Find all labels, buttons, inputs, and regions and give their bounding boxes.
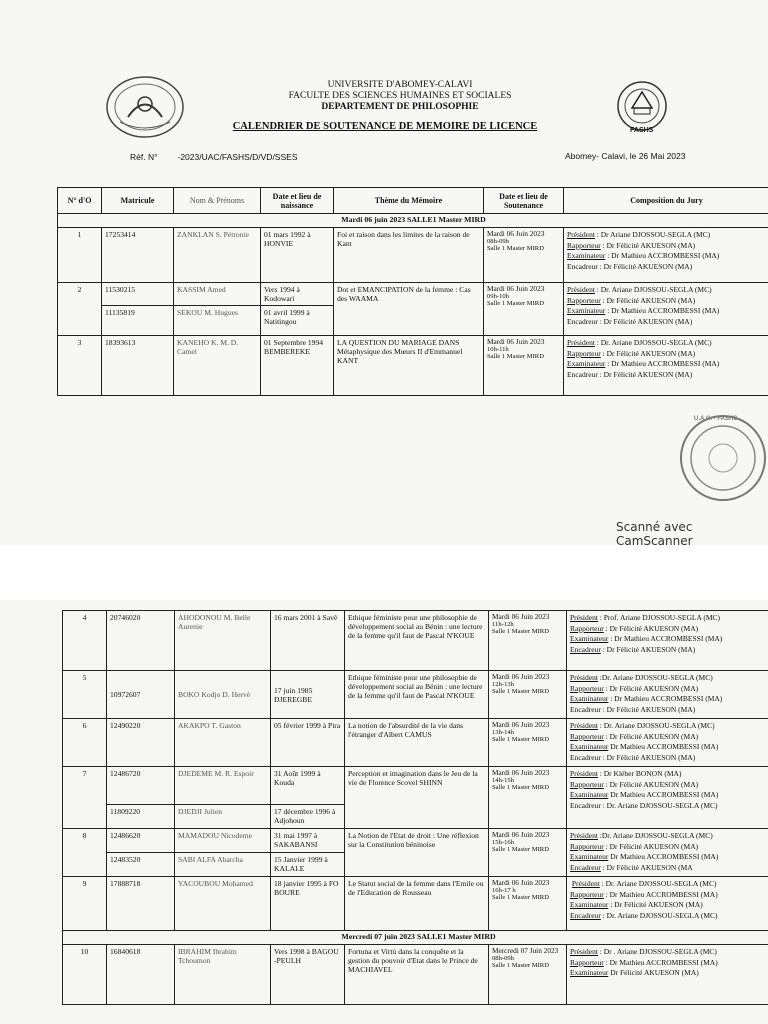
row-theme: Foi et raison dans les limites de la raison de Kant [334, 228, 484, 283]
role-encadreur: Encadreur [567, 369, 598, 379]
role-encadreur: Encadreur [570, 800, 601, 810]
row-no: 7 [63, 767, 107, 829]
document-title: CALENDRIER DE SOUTENANCE DE MEMOIRE DE LICENCE [232, 121, 538, 132]
row-defense [489, 719, 567, 767]
reference-number: -2023/UAC/FASHS/D/VD/SSES [177, 152, 298, 162]
row-jury: Président :Dr. Ariane DJOSSOU-SEGLA (MC) Rapporteur : Dr Félicité AKUESON (MA) Examinateur : Dr Mathieu ACCROMBESSI (MA) Encadreur : Dr Félicité AKUESON (MA) [567, 671, 768, 719]
jury-encadreur: Dr Félicité AKUESON (MA) [603, 316, 693, 326]
defense-room: Salle 1 Master MIRD [492, 688, 549, 696]
jury-rapporteur: Dr Félicité AKUESON (MA) [609, 841, 699, 851]
role-examinateur: Examinateur [570, 900, 609, 909]
jury-rapporteur: Dr Mathieu ACCROMBESSI (MA) [609, 957, 718, 967]
role-president: Président [570, 673, 598, 682]
schedule-table-2 [62, 610, 768, 1005]
session-row [58, 214, 768, 228]
jury-president: Dr. Ariane DJOSSOU-SEGLA (MC) [600, 338, 712, 347]
row-jury: Président : Prof. Ariane DJOSSOU-SEGLA (MC) Rapporteur : Dr Félicité AKUESON (MA) Examinateur : Dr Mathieu ACCROMBESSI (MA) Encadreur : Dr Félicité AKUESON (MA) [567, 611, 768, 671]
role-examinateur: Examinateur [570, 852, 609, 861]
role-encadreur: Encadreur [570, 862, 601, 872]
role-rapporteur: Rapporteur [570, 623, 604, 633]
defense-time: 13h-14h [492, 728, 514, 736]
jury-rapporteur: Dr Félicité AKUESON (MA) [606, 295, 696, 305]
row-name: IBRAHIM Ibrahim Tchoumon [175, 945, 271, 1005]
row-defense [489, 945, 567, 1005]
institution-header [200, 80, 600, 113]
jury-rapporteur: Dr Félicité AKUESON (MA) [609, 683, 699, 693]
row-matricule: 10972607 [107, 671, 175, 719]
table-header-row [58, 188, 768, 214]
table-row [63, 945, 768, 1005]
defense-time: 10h-11h [487, 345, 509, 353]
row-no: 2 [58, 283, 102, 336]
defense-time: 14h-15h [492, 776, 514, 784]
jury-rapporteur: Dr Mathieu ACCROMBESSI (MA) [609, 889, 718, 899]
role-examinateur: Examinateur [570, 634, 609, 643]
row-theme: Dot et EMANCIPATION de la femme : Cas des WAAMA [334, 283, 484, 336]
role-president: Président [567, 230, 595, 239]
row-jury: Président : Dr Ariane DJOSSOU-SEGLA (MC) Rapporteur : Dr Félicité AKUESON (MA) Examinateur : Dr Mathieu ACCROMBESSI (MA) Encadreur : Dr Félicité AKUESON (MA) [564, 228, 768, 283]
row-birth: 05 février 1999 à Pira [271, 719, 345, 767]
role-examinateur: Examinateur [567, 251, 606, 260]
row-no: 5 [63, 671, 107, 719]
defense-date: Mardi 06 Juin 2023 [487, 229, 545, 238]
defense-time: 08h-09h [487, 237, 509, 245]
role-examinateur: Examinateur [570, 742, 609, 751]
role-rapporteur: Rapporteur [567, 240, 601, 250]
defense-date: Mardi 06 Juin 2023 [487, 337, 545, 346]
row-defense [489, 829, 567, 877]
jury-encadreur: Dr Félicité AKUESON (MA) [603, 369, 693, 379]
table-row [63, 611, 768, 671]
row-defense [489, 671, 567, 719]
stamp-label: U.A.C. - FASHS [694, 416, 738, 422]
session-row [63, 931, 768, 945]
row-no: 9 [63, 877, 107, 931]
row-theme: Le Statut social de la femme dans l'Emile ou de l'Education de Rousseau [345, 877, 489, 931]
role-rapporteur: Rapporteur [570, 683, 604, 693]
jury-examinateur: Dr Mathieu ACCROMBESSI (MA) [610, 742, 719, 751]
table-row [58, 336, 768, 396]
jury-examinateur: Dr Mathieu ACCROMBESSI (MA) [610, 852, 719, 861]
role-president: Président [567, 338, 595, 347]
role-rapporteur: Rapporteur [570, 889, 604, 899]
col-header-matricule: Matricule [102, 188, 174, 214]
defense-time: 08h-09h [492, 954, 514, 962]
jury-examinateur: Dr Mathieu ACCROMBESSI (MA) [611, 251, 720, 260]
row-jury: Président : Dr. Ariane DJOSSOU-SEGLA (MC) Rapporteur : Dr Félicité AKUESON (MA) Examinateur : Dr Mathieu ACCROMBESSI (MA) Encadreur : Dr Félicité AKUESON (MA) [564, 283, 768, 336]
jury-president: Prof. Ariane DJOSSOU-SEGLA (MC) [603, 613, 721, 622]
reference [130, 152, 298, 162]
row-birth: 01 mars 1992 à HONVIE [261, 228, 334, 283]
role-president: Président [570, 613, 598, 622]
row-matricule: 12490220 [107, 719, 175, 767]
defense-room: Salle 1 Master MIRD [487, 353, 544, 361]
row-birth-2: 17 décembre 1996 à Adjohoun [271, 805, 345, 829]
jury-encadreur: Dr Félicité AKUESON (MA) [606, 704, 696, 714]
jury-encadreur: Dr Félicité AKUESON (MA [606, 862, 693, 872]
row-defense [489, 767, 567, 829]
jury-president: Dr. Ariane DJOSSOU-SEGLA (MC) [603, 721, 715, 730]
col-header-birth: Date et lieu de naissance [261, 188, 334, 214]
role-encadreur: Encadreur [570, 910, 601, 920]
row-jury: Président :Dr. Ariane DJOSSOU-SEGLA (MC) Rapporteur : Dr Félicité AKUESON (MA) Examinateur Dr Mathieu ACCROMBESSI (MA) Encadreur : Dr Félicité AKUESON (MA [567, 829, 768, 877]
row-jury: Président : Dr Kléber BONON (MA) Rapporteur : Dr Félicité AKUESON (MA) Examinateur Dr Mathieu ACCROMBESSI (MA) Encadreur : Dr. Ariane DJOSSOU-SEGLA (MC) [567, 767, 768, 829]
jury-examinateur: Dr Mathieu ACCROMBESSI (MA) [614, 694, 723, 703]
jury-rapporteur: Dr Félicité AKUESON (MA) [609, 623, 699, 633]
role-rapporteur: Rapporteur [567, 348, 601, 358]
row-name-2: SABI ALFA Abarcha [175, 853, 271, 877]
col-header-no: N° d'O [58, 188, 102, 214]
defense-room: Salle 1 Master MIRD [492, 846, 549, 854]
row-name-2: SEKOU M. Hugues [174, 306, 261, 336]
defense-time: 09h-10h [487, 292, 509, 300]
jury-rapporteur: Dr Félicité AKUESON (MA) [606, 348, 696, 358]
row-birth: 31 Août 1999 à Kouda [271, 767, 345, 805]
row-birth: 01 Septembre 1994 BEMBEREKE [261, 336, 334, 396]
row-name: AHODONOU M. Belle Aurenie [175, 611, 271, 671]
row-jury: Président : Dr. Ariane DJOSSOU-SEGLA (MC) Rapporteur : Dr Mathieu ACCROMBESSI (MA) Examinateur : Dr Félicité AKUESON (MA) Encadreur : Dr. Ariane DJOSSOU-SEGLA (MC) [567, 877, 768, 931]
role-president: Président [570, 831, 598, 840]
row-theme: La notion de l'absurdité de la vie dans l'étranger d'Albert CAMUS [345, 719, 489, 767]
row-name: ZANKLAN S. Pétronie [174, 228, 261, 283]
row-birth-2: 01 avril 1999 à Natitingou [261, 306, 334, 336]
table-row [63, 877, 768, 931]
jury-encadreur: Dr Félicité AKUESON (MA) [606, 644, 696, 654]
jury-examinateur: Dr Mathieu ACCROMBESSI (MA) [614, 634, 723, 643]
row-no: 6 [63, 719, 107, 767]
row-birth: 16 mars 2001 à Savè [271, 611, 345, 671]
role-examinateur: Examinateur [570, 790, 609, 799]
row-matricule-2: 11809220 [107, 805, 175, 829]
col-header-name: Nom & Prénoms [174, 188, 261, 214]
role-president: Président [567, 285, 595, 294]
table-row [58, 283, 768, 306]
row-name: AKAKPO T. Gaston [175, 719, 271, 767]
row-theme: Perception et imagination dans le Jeu de la vie de Florence Scovel SHINN [345, 767, 489, 829]
row-birth: 17 juin 1985 DJEREGBE [271, 671, 345, 719]
defense-room: Salle 1 Master MIRD [492, 962, 549, 970]
official-stamp-icon [668, 408, 768, 504]
row-no: 1 [58, 228, 102, 283]
fashs-logo-label: FASHS [630, 127, 654, 134]
row-matricule-2: 11135819 [102, 306, 174, 336]
row-theme: Ethique féministe pour une philosophie de développement social au Bénin : une lecture de la femme qu'il faut de Pascal N'KOUE [345, 611, 489, 671]
row-matricule-2: 12483520 [107, 853, 175, 877]
row-name-2: DJEDJI Julien [175, 805, 271, 829]
jury-president: Dr. Ariane DJOSSOU-SEGLA (MC) [601, 831, 713, 840]
university-name: UNIVERSITE D'ABOMEY-CALAVI [327, 80, 473, 90]
jury-examinateur: Dr Mathieu ACCROMBESSI (MA) [610, 790, 719, 799]
defense-room: Salle 1 Master MIRD [492, 736, 549, 744]
defense-date: Mardi 06 Juin 2023 [492, 830, 550, 839]
jury-president: Dr Kléber BONON (MA) [603, 769, 682, 778]
row-birth-2: 15 Janvier 1999 à KALALE [271, 853, 345, 877]
camscanner-watermark: Scanné avec CamScanner [616, 520, 693, 548]
table-row [63, 767, 768, 805]
session-label: Mercredi 07 juin 2023 SALLE1 Master MIRD [63, 931, 768, 945]
jury-president: Dr. Ariane DJOSSOU-SEGLA (MC) [600, 285, 712, 294]
jury-examinateur: Dr Mathieu ACCROMBESSI (MA) [611, 359, 720, 368]
table-row [63, 829, 768, 853]
row-theme: La Notion de l'Etat de droit : Une réflexion sur la Constitution béninoise [345, 829, 489, 877]
jury-examinateur: Dr Félicité AKUESON (MA) [610, 968, 699, 977]
reference-label: Réf. N° [130, 152, 158, 162]
row-matricule: 11530215 [102, 283, 174, 306]
row-defense [484, 336, 564, 396]
defense-room: Salle 1 Master MIRD [487, 300, 544, 308]
defense-date: Mardi 06 Juin 2023 [492, 672, 550, 681]
row-matricule: 12486620 [107, 829, 175, 853]
role-encadreur: Encadreur [567, 316, 598, 326]
place-date: Abomey- Calavi, le 26 Mai 2023 [565, 151, 686, 161]
faculty-name: FACULTE DES SCIENCES HUMAINES ET SOCIALES [288, 91, 512, 101]
row-matricule: 16840618 [107, 945, 175, 1005]
defense-room: Salle 1 Master MIRD [492, 628, 549, 636]
row-no: 10 [63, 945, 107, 1005]
role-rapporteur: Rapporteur [567, 295, 601, 305]
row-matricule: 17253414 [102, 228, 174, 283]
schedule-table-1 [57, 187, 768, 396]
role-president: Président [570, 721, 598, 730]
role-rapporteur: Rapporteur [570, 841, 604, 851]
jury-encadreur: Dr Félicité AKUESON (MA) [603, 261, 693, 271]
row-birth: Vers 1994 à Kodowari [261, 283, 334, 306]
row-no: 8 [63, 829, 107, 877]
defense-date: Mardi 06 Juin 2023 [492, 768, 550, 777]
row-matricule: 20746020 [107, 611, 175, 671]
jury-president: Dr. Ariane DJOSSOU-SEGLA (MC) [601, 673, 713, 682]
table-row [58, 228, 768, 283]
row-defense [489, 877, 567, 931]
role-encadreur: Encadreur [570, 752, 601, 762]
row-matricule: 18393613 [102, 336, 174, 396]
page-gap [0, 545, 768, 600]
row-name: DJEDEME M. R. Espoir [175, 767, 271, 805]
defense-date: Mercredi 07 Juin 2023 [492, 946, 559, 955]
row-name: BOKO Kodjo D. Hervé [175, 671, 271, 719]
role-examinateur: Examinateur [570, 694, 609, 703]
col-header-theme: Thème du Mémoire [334, 188, 484, 214]
defense-date: Mardi 06 Juin 2023 [487, 284, 545, 293]
defense-time: 11h-12h [492, 620, 514, 628]
university-seal-icon [100, 72, 190, 142]
jury-rapporteur: Dr Félicité AKUESON (MA) [609, 779, 699, 789]
jury-encadreur: Dr. Ariane DJOSSOU-SEGLA (MC) [606, 800, 718, 810]
role-president: Président [570, 947, 598, 956]
col-header-defense: Date et lieu de Soutenance [484, 188, 564, 214]
role-encadreur: Encadreur [567, 261, 598, 271]
row-name: MAMADOU Nicodeme [175, 829, 271, 853]
row-jury: Président : Dr. Ariane DJOSSOU-SEGLA (MC) Rapporteur : Dr Félicité AKUESON (MA) Examinateur : Dr Mathieu ACCROMBESSI (MA) Encadreur : Dr Félicité AKUESON (MA) [564, 336, 768, 396]
jury-encadreur: Dr Félicité AKUESON (MA) [606, 752, 696, 762]
defense-date: Mardi 06 Juin 2023 [492, 720, 550, 729]
row-theme: Fortuna et Virtù dans la conquête et la gestion du pouvoir d'Etat dans le Prince de MACHIAVEL [345, 945, 489, 1005]
defense-room: Salle 1 Master MIRD [492, 894, 549, 902]
row-defense [489, 611, 567, 671]
row-matricule: 17888718 [107, 877, 175, 931]
row-defense [484, 228, 564, 283]
role-president: Président [571, 879, 600, 888]
role-examinateur: Examinateur [570, 968, 609, 977]
row-matricule: 12486720 [107, 767, 175, 805]
row-name: KANEHO K. M. D. Camel [174, 336, 261, 396]
defense-room: Salle 1 Master MIRD [492, 784, 549, 792]
defense-room: Salle 1 Master MIRD [487, 245, 544, 253]
row-birth: 31 mai 1997 à SAKABANSI [271, 829, 345, 853]
row-birth: 18 janvier 1995 à FO BOURE [271, 877, 345, 931]
row-theme: Ethique féministe pour une philosophie de développement social au Bénin : une lecture de la femme qu'il faut de Pascal N'KOUE [345, 671, 489, 719]
col-header-jury: Composition du Jury [564, 188, 768, 214]
jury-rapporteur: Dr Félicité AKUESON (MA) [609, 731, 699, 741]
session-label: Mardi 06 juin 2023 SALLE1 Master MIRD [58, 214, 768, 228]
row-name: YACOUBOU Mohamed [175, 877, 271, 931]
defense-date: Mardi 06 Juin 2023 [492, 878, 550, 887]
row-defense [484, 283, 564, 336]
jury-encadreur: Dr. Ariane DJOSSOU-SEGLA (MC) [606, 910, 718, 920]
role-rapporteur: Rapporteur [570, 957, 604, 967]
row-no: 3 [58, 336, 102, 396]
row-name: KASSIM Amed [174, 283, 261, 306]
jury-examinateur: Dr Mathieu ACCROMBESSI (MA) [611, 306, 720, 315]
role-rapporteur: Rapporteur [570, 731, 604, 741]
row-theme: LA QUESTION DU MARIAGE DANS Métaphysique des Mœurs II d'Emmanuel KANT [334, 336, 484, 396]
role-examinateur: Examinateur [567, 306, 606, 315]
role-encadreur: Encadreur [570, 644, 601, 654]
table-row [63, 719, 768, 767]
row-birth: Vers 1998 à BAGOU -PEULH [271, 945, 345, 1005]
jury-president: Dr Ariane DJOSSOU-SEGLA (MC) [600, 230, 711, 239]
role-examinateur: Examinateur [567, 359, 606, 368]
jury-president: Dr. Ariane DJOSSOU-SEGLA (MC) [605, 879, 717, 888]
defense-time: 15h-16h [492, 838, 514, 846]
role-president: Président [570, 769, 598, 778]
role-encadreur: Encadreur [570, 704, 601, 714]
defense-date: Mardi 06 Juin 2023 [492, 612, 550, 621]
department-name: DEPARTEMENT DE PHILOSOPHIE [321, 102, 479, 112]
row-jury: Président : Dr. Ariane DJOSSOU-SEGLA (MC) Rapporteur : Dr Félicité AKUESON (MA) Examinateur Dr Mathieu ACCROMBESSI (MA) Encadreur : Dr Félicité AKUESON (MA) [567, 719, 768, 767]
table-row [63, 671, 768, 719]
row-jury: Président : Dr . Ariane DJOSSOU-SEGLA (MC) Rapporteur : Dr Mathieu ACCROMBESSI (MA) Examinateur Dr Félicité AKUESON (MA) [567, 945, 768, 1005]
row-no: 4 [63, 611, 107, 671]
defense-time: 12h-13h [492, 680, 514, 688]
jury-president: Dr . Ariane DJOSSOU-SEGLA (MC) [603, 947, 717, 956]
defense-time: 16h-17 h [492, 886, 516, 894]
role-rapporteur: Rapporteur [570, 779, 604, 789]
jury-examinateur: Dr Félicité AKUESON (MA) [614, 900, 703, 909]
jury-rapporteur: Dr Félicité AKUESON (MA) [606, 240, 696, 250]
